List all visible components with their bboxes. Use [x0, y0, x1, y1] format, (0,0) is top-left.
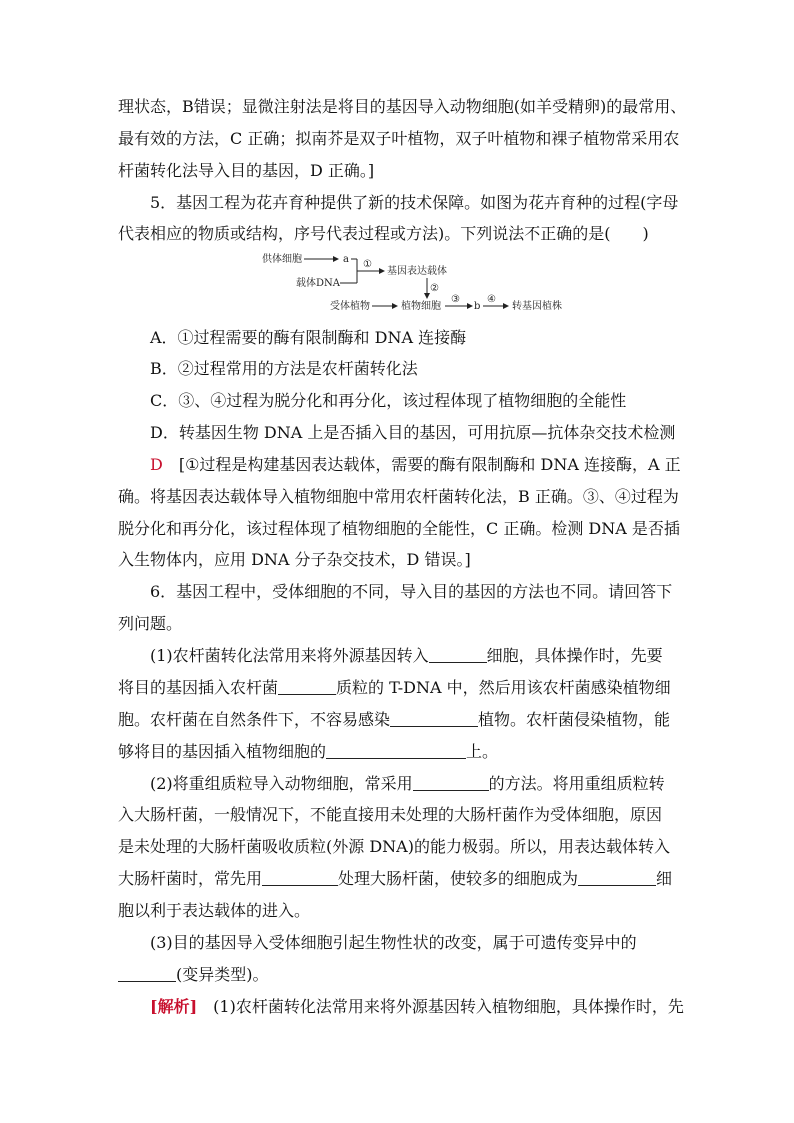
prev-answer-line-1: 理状态，B错误；显微注射法是将目的基因导入动物细胞(如羊受精卵)的最常用、	[118, 97, 687, 116]
q6-p2-l4-text-c: 细	[656, 869, 673, 888]
answer-blank-5[interactable]	[413, 774, 489, 791]
q6-stem-line-2: 列问题。	[118, 614, 183, 633]
answer-blank-3[interactable]	[390, 710, 478, 727]
answer-blank-4[interactable]	[326, 742, 466, 759]
q6-p1-l1-text-a: (1)农杆菌转化法常用来将外源基因转入	[150, 646, 429, 665]
q5-option-c: C．③、④过程为脱分化和再分化，该过程体现了植物细胞的全能性	[150, 391, 627, 410]
q6-p1-l4-text-a: 够将目的基因插入植物细胞的	[118, 742, 327, 761]
q6-part1-line-1	[150, 645, 663, 667]
q5-explanation-line-1	[150, 454, 681, 476]
diagram-step-2: ②	[430, 283, 439, 294]
q6-part2-line-1	[150, 773, 665, 795]
q5-flow-diagram	[250, 250, 580, 320]
diagram-plant-cell: 植物细胞	[401, 301, 441, 312]
q6-part3-line-1: (3)目的基因导入受体细胞引起生物性状的改变，属于可遗传变异中的	[150, 933, 637, 952]
q5-explanation-line-2: 确。将基因表达载体导入植物细胞中常用农杆菌转化法，B 正确。③、④过程为	[118, 487, 679, 506]
q5-option-b: B．②过程常用的方法是农杆菌转化法	[150, 359, 418, 378]
q6-part2-line-4	[118, 868, 672, 890]
prev-answer-line-3: 杆菌转化法导入目的基因，D 正确。]	[118, 161, 375, 180]
q6-p1-l3-text-a: 胞。农杆菌在自然条件下，不容易感染	[118, 710, 391, 729]
diagram-vector-dna: 载体DNA	[296, 278, 340, 289]
q6-part1-line-4	[118, 741, 498, 763]
diagram-donor-cell: 供体细胞	[262, 254, 302, 265]
diagram-step-1: ①	[363, 259, 372, 270]
q6-p1-l2-text-a: 将目的基因插入农杆菌	[118, 678, 279, 697]
q5-explanation-text-1: [①过程是构建基因表达载体，需要的酶有限制酶和 DNA 连接酶，A 正	[178, 455, 681, 474]
q5-option-d: D．转基因生物 DNA 上是否插入目的基因，可用抗原—抗体杂交技术检测	[150, 423, 676, 442]
diagram-expression-vector: 基因表达载体	[387, 266, 447, 277]
q6-p1-l4-text-b: 上。	[466, 742, 499, 761]
q6-p2-l4-text-a: 大肠杆菌时，常先用	[118, 869, 263, 888]
answer-blank-7[interactable]	[578, 869, 656, 886]
analysis-text: (1)农杆菌转化法常用来将外源基因转入植物细胞，具体操作时，先	[197, 997, 684, 1016]
q5-explanation-line-4: 入生物体内，应用 DNA 分子杂交技术，D 错误。]	[118, 550, 471, 569]
diagram-step-3: ③	[451, 294, 460, 305]
q5-explanation-line-3: 脱分化和再分化，该过程体现了植物细胞的全能性，C 正确。检测 DNA 是否插	[118, 519, 680, 538]
q6-p1-l2-text-b: 质粒的 T-DNA 中，然后用该农杆菌感染植物细	[336, 678, 671, 697]
answer-blank-8[interactable]	[118, 965, 176, 982]
q6-part3-line-2	[118, 964, 269, 986]
q6-p2-l4-text-b: 处理大肠杆菌，使较多的细胞成为	[338, 869, 579, 888]
diagram-b: b	[474, 301, 481, 312]
diagram-transgenic-plant: 转基因植株	[512, 301, 562, 312]
q6-p3-l2-text: (变异类型)。	[176, 965, 269, 984]
q6-stem-line-1: 6．基因工程中，受体细胞的不同，导入目的基因的方法也不同。请回答下	[150, 582, 673, 601]
q6-part2-line-3: 是未处理的大肠杆菌吸收质粒(外源 DNA)的能力极弱。所以，用表达载体转入	[118, 837, 670, 856]
q5-answer-letter: D	[150, 455, 163, 474]
q6-analysis-line-1	[150, 996, 684, 1018]
q6-part2-line-5: 胞以利于表达载体的进入。	[118, 901, 311, 920]
q6-p1-l1-text-b: 细胞，具体操作时，先要	[486, 646, 663, 665]
q6-p1-l3-text-b: 植物。农杆菌侵染植物，能	[478, 710, 671, 729]
q6-part2-line-2: 入大肠杆菌，一般情况下，不能直接用未处理的大肠杆菌作为受体细胞，原因	[118, 805, 663, 824]
q5-option-a: A．①过程需要的酶有限制酶和 DNA 连接酶	[150, 328, 467, 347]
q6-p2-l1-text-a: (2)将重组质粒导入动物细胞，常采用	[150, 774, 413, 793]
answer-blank-2[interactable]	[278, 678, 336, 695]
q5-stem-line-2: 代表相应的物质或结构，序号代表过程或方法)。下列说法不正确的是( )	[118, 224, 649, 243]
diagram-step-4: ④	[487, 294, 496, 305]
analysis-tag: [解析]	[150, 997, 198, 1016]
prev-answer-line-2: 最有效的方法，C 正确；拟南芥是双子叶植物，双子叶植物和裸子植物常采用农	[118, 129, 680, 148]
diagram-recipient-plant: 受体植物	[330, 301, 370, 312]
answer-blank-1[interactable]	[429, 646, 487, 663]
q5-stem-line-1: 5．基因工程为花卉育种提供了新的技术保障。如图为花卉育种的过程(字母	[150, 193, 679, 212]
q6-p2-l1-text-b: 的方法。将用重组质粒转	[488, 774, 665, 793]
diagram-a: a	[343, 254, 349, 265]
answer-blank-6[interactable]	[262, 869, 338, 886]
q6-part1-line-2	[118, 677, 671, 699]
q6-part1-line-3	[118, 709, 670, 731]
